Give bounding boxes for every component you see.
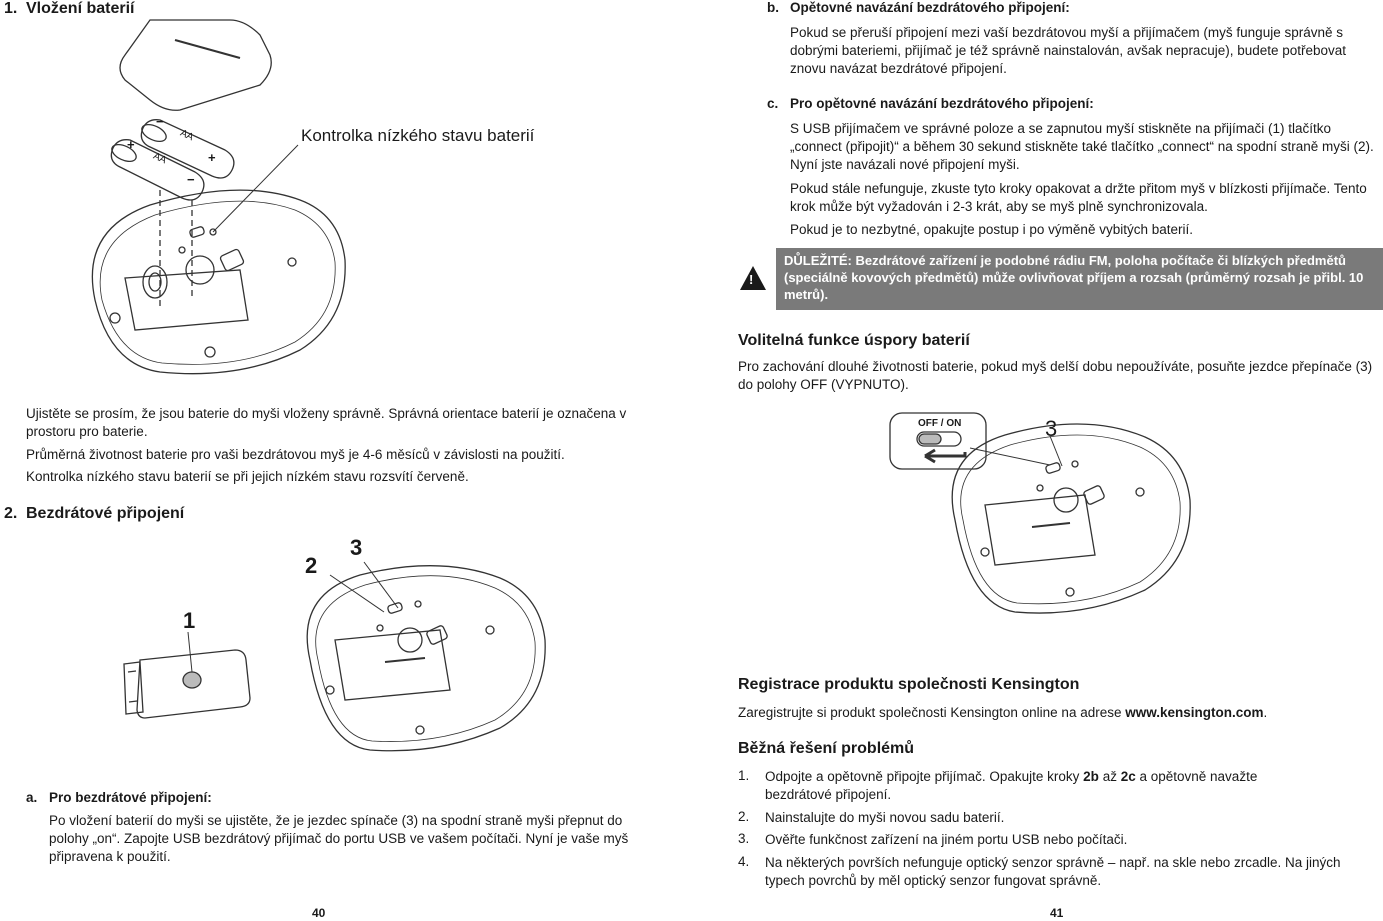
step-b-label: b. [767, 0, 779, 15]
section-1-number: 1. [4, 0, 18, 17]
section-1-paragraph-3: Kontrolka nízkého stavu baterií se při jejich nízkém stavu rozsvítí červeně. [26, 469, 469, 484]
trouble-2-number: 2. [738, 809, 750, 824]
kensington-link[interactable]: www.kensington.com [1125, 705, 1264, 720]
trouble-3-number: 3. [738, 831, 750, 846]
battery-1-minus: − [156, 114, 164, 129]
trouble-1-step-2c: 2c [1120, 769, 1136, 784]
trouble-4-text: Na některých površích nefunguje optický senzor správně – např. na skle nebo zrcadle. Na jiných typech povrchů by měl optický senzor fungovat správně. [765, 855, 1341, 888]
switch-off-on-label: OFF / ON [918, 418, 962, 429]
step-b-title: Opětovné navázání bezdrátového připojení: [790, 0, 1070, 15]
receiver-connect-button [183, 672, 201, 688]
battery-1-plus: + [208, 150, 216, 165]
battery-2-plus: + [127, 137, 135, 152]
trouble-1-number: 1. [738, 768, 750, 783]
callout-2: 2 [305, 553, 318, 578]
registration-title: Registrace produktu společnosti Kensington [738, 676, 1080, 693]
section-1-title: Vložení baterií [26, 0, 135, 17]
trouble-1-step-2b: 2b [1083, 769, 1099, 784]
trouble-1-text [765, 768, 1325, 804]
low-battery-indicator-callout: Kontrolka nízkého stavu baterií [301, 126, 535, 145]
registration-text-before: Zaregistrujte si produkt společnosti Kensington online na adrese [738, 705, 1126, 720]
step-c-paragraph-1: S USB přijímačem ve správné poloze a se zapnutou myší stiskněte na přijímači (1) tlačítko „connect (připojit)“ a během 30 sekund stiskněte také tlačítko „connect“ na spodní straně myši (2). Nyní jste navázali nové připojení myši. [790, 121, 1374, 172]
trouble-2-text: Nainstalujte do myši novou sadu baterií. [765, 810, 1005, 825]
step-c-title: Pro opětovné navázání bezdrátového připojení: [790, 96, 1094, 111]
step-c-paragraph-2: Pokud stále nefunguje, zkuste tyto kroky opakovat a držte přitom myš v blízkosti přijímače. Tento krok může být vyžadován i 2-3 krát, aby se myš plně synchronizovala. [790, 181, 1367, 214]
battery-2-minus: − [187, 172, 195, 187]
important-warning-box: DŮLEŽITÉ: Bezdrátové zařízení je podobné rádiu FM, poloha počítače či blízkých předmětů (speciálně kovových předmětů) může ovlivňovat příjem a rozsah (průměrný rozsah je přibl. 10 metrů). [776, 248, 1383, 310]
warning-icon-glyph: ! [749, 272, 754, 287]
step-c-paragraph-3: Pokud je to nezbytné, opakujte postup i po výměně vybitých baterií. [790, 222, 1193, 237]
section-2-title: Bezdrátové připojení [26, 505, 185, 522]
section-1-paragraph-2: Průměrná životnost baterie pro vaši bezdrátovou myš je 4-6 měsíců v závislosti na použití. [26, 447, 565, 462]
section-1-paragraph-1: Ujistěte se prosím, že jsou baterie do myši vloženy správně. Správná orientace baterií je označena v prostoru pro baterie. [26, 406, 627, 439]
trouble-3-text: Ověřte funkčnost zařízení na jiném portu USB nebo počítači. [765, 832, 1128, 847]
step-b-text: Pokud se přeruší připojení mezi vaší bezdrátovou myší a přijímačem (myš funguje správně s dobrými bateriemi, přijímač je též správně nainstalován, avšak nepracuje), budete potřebovat znovu navázat bezdrátové připojení. [790, 25, 1347, 76]
switch-slider [919, 434, 941, 444]
usb-connector [124, 662, 143, 714]
section-2-number: 2. [4, 505, 18, 522]
trouble-1-part-5: a opětovně navažte bezdrátové připojení. [765, 769, 1258, 802]
trouble-1-part-3: až [1098, 769, 1121, 784]
step-a-label: a. [26, 790, 38, 805]
battery-2-label: AA [151, 150, 169, 167]
page-number-right: 41 [1050, 906, 1064, 920]
trouble-4-number: 4. [738, 854, 750, 869]
step-a-title: Pro bezdrátové připojení: [49, 790, 212, 805]
registration-text [738, 704, 1378, 722]
page-number-left: 40 [312, 906, 326, 920]
troubleshooting-title: Běžná řešení problémů [738, 740, 915, 757]
battery-1-label: AA [178, 127, 196, 144]
slide-left-arrow [925, 450, 965, 462]
callout-1: 1 [183, 608, 196, 633]
registration-text-after: . [1263, 705, 1268, 720]
trouble-1-part-1: Odpojte a opětovně připojte přijímač. Opakujte kroky [765, 769, 1084, 784]
battery-save-text: Pro zachování dlouhé životnosti baterie, pokud myš delší dobu nepoužíváte, posuňte jezdce přepínače (3) do polohy OFF (VYPNUTO). [738, 359, 1373, 392]
step-a-text: Po vložení baterií do myši se ujistěte, že je jezdec spínače (3) na spodní straně myši přepnut do polohy „on“. Zapojte USB bezdrátový přijímač do portu USB ve vašem počítači. Nyní je vaše myš připravena k použití. [49, 813, 629, 864]
step-c-label: c. [767, 96, 779, 111]
callout-3: 3 [350, 535, 363, 560]
battery-save-title: Volitelná funkce úspory baterií [738, 332, 970, 349]
callout-3-right: 3 [1045, 416, 1058, 441]
